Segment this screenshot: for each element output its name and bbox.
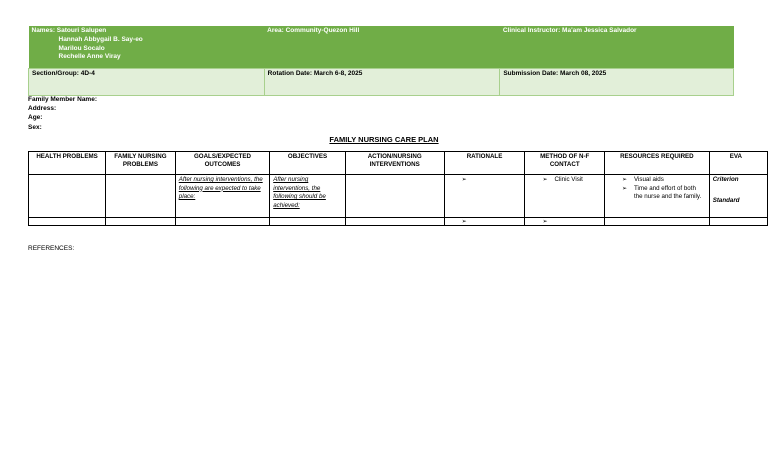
bullet-icon: ➢ xyxy=(461,218,467,225)
table-row xyxy=(29,218,768,226)
name-1: Satouri Salupen xyxy=(56,27,107,34)
bullet-icon: ➢ xyxy=(542,218,548,225)
patient-info xyxy=(28,95,97,132)
name-2: Hannah Abbygail B. Say-eo xyxy=(58,35,143,43)
cell-evaluation xyxy=(709,175,767,218)
name-4: Rechelle Anne Viray xyxy=(58,53,121,61)
address-label: Address: xyxy=(28,105,57,113)
col-family-nursing-problems: FAMILY NURSING PROBLEMS xyxy=(106,152,176,175)
col-rationale: RATIONALE xyxy=(444,152,525,175)
col-goals: GOALS/EXPECTED OUTCOMES xyxy=(175,152,269,175)
cell-health-problems xyxy=(29,175,106,218)
resource-item: Time and effort of both the nurse and the family. xyxy=(633,184,702,201)
col-evaluation: EVA xyxy=(709,152,767,175)
cell-empty xyxy=(270,218,346,226)
cell-goals xyxy=(175,175,269,218)
care-plan-title: FAMILY NURSING CARE PLAN xyxy=(329,135,439,144)
cell-resources xyxy=(604,175,709,218)
col-objectives: OBJECTIVES xyxy=(270,152,346,175)
resource-item: Visual aids xyxy=(633,176,664,183)
cell-method-contact xyxy=(525,175,605,218)
cell-empty xyxy=(29,218,106,226)
method-item: Clinic Visit xyxy=(554,176,583,183)
name-3: Marilou Socalo xyxy=(58,44,105,52)
table-header-row xyxy=(29,152,768,175)
evaluation-standard: Standard xyxy=(712,196,740,204)
col-health-problems: HEALTH PROBLEMS xyxy=(29,152,106,175)
cell-empty xyxy=(175,218,269,226)
cell-empty xyxy=(106,218,176,226)
clinical-instructor-cell: Clinical Instructor: Ma'am Jessica Salvador xyxy=(500,26,734,69)
bullet-icon: ➢ xyxy=(621,184,628,192)
evaluation-criterion: Criterion xyxy=(712,176,739,183)
section-group-cell: Section/Group: 4D-4 xyxy=(29,69,265,96)
care-plan-table xyxy=(28,151,768,226)
header-info-table xyxy=(28,26,734,96)
family-member-name-label: Family Member Name: xyxy=(28,96,97,103)
cell-interventions xyxy=(345,175,444,218)
submission-date-cell: Submission Date: March 08, 2025 xyxy=(500,69,734,96)
age-label: Age: xyxy=(28,114,43,122)
cell-empty xyxy=(709,218,767,226)
names-cell xyxy=(29,26,265,69)
area-cell: Area: Community-Quezon Hill xyxy=(264,26,500,69)
cell-method-empty xyxy=(525,218,605,226)
objectives-text: After nursing interventions, the following should be achieved: xyxy=(273,176,326,209)
cell-rationale-empty xyxy=(444,218,525,226)
cell-empty xyxy=(345,218,444,226)
cell-empty xyxy=(604,218,709,226)
cell-rationale xyxy=(444,175,525,218)
col-resources: RESOURCES REQUIRED xyxy=(604,152,709,175)
col-interventions: ACTION/NURSING INTERVENTIONS xyxy=(345,152,444,175)
names-label: Names: xyxy=(31,27,55,34)
rationale-bullet: ➢ xyxy=(461,176,467,183)
bullet-icon: ➢ xyxy=(542,176,548,183)
goals-text: After nursing interventions, the following are expected to take place: xyxy=(178,176,263,201)
col-method-contact: METHOD OF N-F CONTACT xyxy=(525,152,605,175)
cell-objectives xyxy=(270,175,346,218)
sex-label: Sex: xyxy=(28,123,42,131)
bullet-icon: ➢ xyxy=(621,176,628,183)
table-row xyxy=(29,175,768,218)
cell-family-nursing-problems xyxy=(106,175,176,218)
rotation-date-cell: Rotation Date: March 6-8, 2025 xyxy=(264,69,500,96)
references-label: REFERENCES: xyxy=(28,245,75,252)
